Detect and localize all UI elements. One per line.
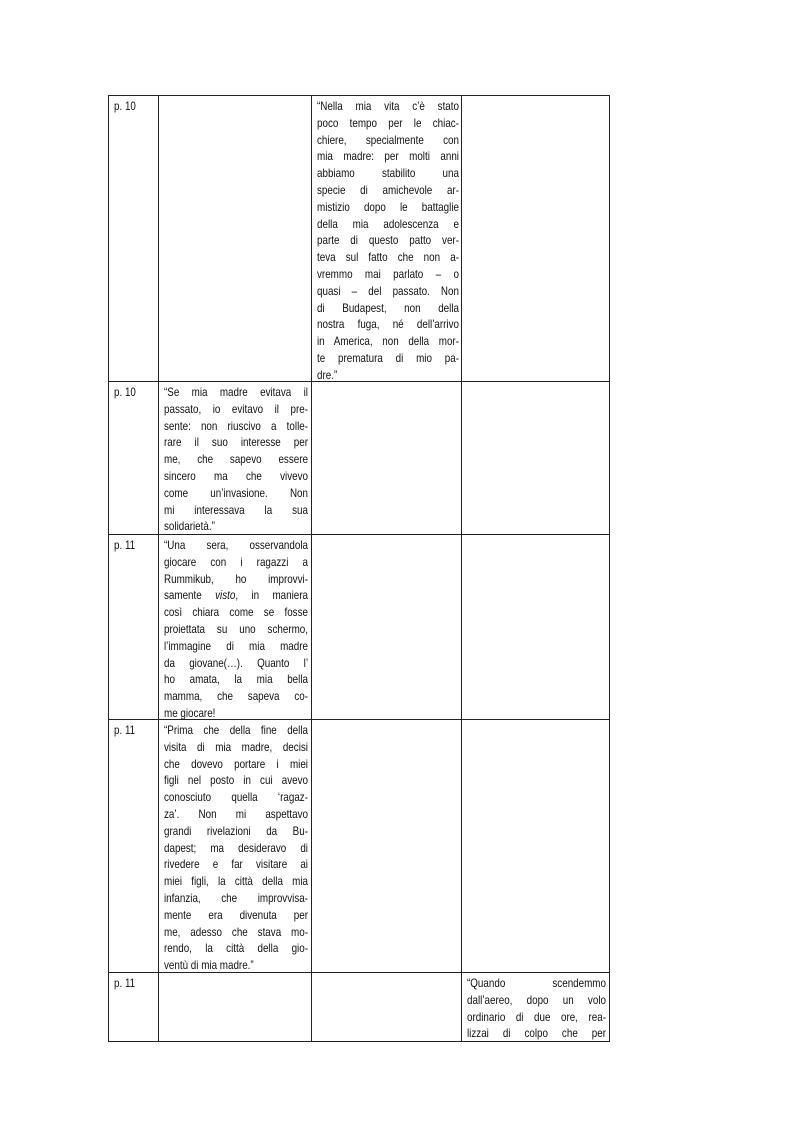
quote-text bbox=[164, 722, 308, 973]
quote-line: dapest; ma desideravo di bbox=[163, 840, 308, 855]
quote-text bbox=[164, 537, 308, 720]
quote-line: rare il suo interesse per bbox=[163, 435, 308, 450]
quote-line: giocare con i ragazzi a bbox=[163, 554, 308, 569]
quote-line: “Quando scendemmo bbox=[467, 976, 607, 990]
empty-cell bbox=[159, 973, 312, 1042]
quote-line: in America, non della mor- bbox=[316, 334, 459, 349]
page-number: p. 10 bbox=[114, 99, 136, 113]
quote-line: “Se mia madre evitava il bbox=[163, 385, 308, 399]
quote-line: l’immagine di mia madre bbox=[163, 638, 308, 653]
quote-text bbox=[317, 98, 459, 382]
quote-line: lizzai di colpo che per bbox=[467, 1026, 607, 1041]
quote-line: za’. Non mi aspettavo bbox=[163, 806, 308, 821]
quote-line: mente era divenuta per bbox=[163, 907, 308, 922]
empty-cell bbox=[312, 973, 463, 1042]
quote-line: ventù di mia madre.” bbox=[163, 958, 254, 973]
quote-line: dre.” bbox=[316, 367, 337, 382]
quote-line: sincero ma che vivevo bbox=[163, 468, 308, 483]
quote-line: mi interessava la sua bbox=[163, 502, 308, 517]
quote-line: rivedere e far visitare ai bbox=[163, 857, 308, 872]
empty-cell bbox=[159, 96, 312, 382]
page-number: p. 11 bbox=[114, 538, 136, 552]
quote-line: mamma, che sapeva co- bbox=[163, 689, 308, 704]
quote-line: da giovane(…). Quanto l’ bbox=[163, 655, 308, 670]
empty-cell bbox=[462, 720, 610, 973]
table-row bbox=[109, 720, 610, 973]
quote-line: che dovevo portare i miei bbox=[163, 756, 308, 771]
quote-line: ordinario di due ore, rea- bbox=[467, 1009, 607, 1024]
italic-word: visto bbox=[215, 588, 236, 603]
quote-line: vremmo mai parlato – o bbox=[316, 266, 459, 281]
quote-line: infanzia, che improvvisa- bbox=[163, 890, 308, 905]
quote-cell bbox=[312, 96, 463, 382]
quote-cell bbox=[159, 382, 312, 535]
quote-line: come un’invasione. Non bbox=[163, 485, 308, 500]
table-row bbox=[109, 96, 610, 382]
quote-line: della mia adolescenza e bbox=[316, 216, 459, 231]
empty-cell bbox=[462, 96, 610, 382]
quote-line: figli nel posto in cui avevo bbox=[163, 773, 308, 788]
table-row bbox=[109, 382, 610, 535]
page-number: p. 11 bbox=[114, 976, 136, 990]
quote-cell bbox=[159, 720, 312, 973]
quote-line: miei figli, la città della mia bbox=[163, 874, 308, 889]
page-number: p. 11 bbox=[114, 723, 136, 737]
quote-line: “Prima che della fine della bbox=[163, 723, 308, 737]
page-cell bbox=[109, 96, 159, 382]
quote-line: samente visto, in maniera bbox=[163, 588, 308, 603]
page-cell bbox=[109, 973, 159, 1042]
quote-line: così chiara come se fosse bbox=[163, 605, 308, 620]
empty-cell bbox=[462, 535, 610, 720]
quote-line: teva sul fatto che non a- bbox=[316, 250, 459, 265]
quote-line: parte di questo patto ver- bbox=[316, 233, 459, 248]
quote-line: “Una sera, osservandola bbox=[163, 538, 308, 552]
table-row bbox=[109, 973, 610, 1042]
quote-line: me giocare! bbox=[163, 705, 216, 720]
empty-cell bbox=[312, 382, 463, 535]
quote-line: specie di amichevole ar- bbox=[316, 182, 459, 197]
quote-text bbox=[467, 975, 606, 1042]
quote-line: conosciuto quella ‘ragaz- bbox=[163, 790, 308, 805]
quote-cell bbox=[159, 535, 312, 720]
quote-line: visita di mia madre, decisi bbox=[163, 739, 308, 754]
quote-line: sente: non riuscivo a tolle- bbox=[163, 418, 308, 433]
quote-line: rendo, la città della gio- bbox=[163, 941, 308, 956]
quote-line: me, che sapevo essere bbox=[163, 452, 308, 467]
quote-line: solidarietà.” bbox=[163, 519, 215, 534]
quote-line: chiere, specialmente con bbox=[316, 132, 459, 147]
quote-line: quasi – del passato. Non bbox=[316, 283, 459, 298]
page-cell bbox=[109, 382, 159, 535]
quote-line: abbiamo stabilito una bbox=[316, 166, 459, 181]
quote-line: proiettata su uno schermo, bbox=[163, 621, 308, 636]
empty-cell bbox=[462, 382, 610, 535]
quote-line: mia madre: per molti anni bbox=[316, 149, 459, 164]
quote-line: te prematura di mio pa- bbox=[316, 350, 459, 365]
empty-cell bbox=[312, 535, 463, 720]
quote-line: ho amata, la mia bella bbox=[163, 672, 308, 687]
quote-line: poco tempo per le chiac- bbox=[316, 115, 459, 130]
quote-cell bbox=[462, 973, 610, 1042]
quote-line: grandi rivelazioni da Bu- bbox=[163, 823, 308, 838]
quotes-table bbox=[108, 95, 610, 1042]
quote-line: nostra fuga, né dell’arrivo bbox=[316, 317, 459, 332]
quote-text bbox=[164, 384, 308, 535]
quote-line: passato, io evitavo il pre- bbox=[163, 401, 308, 416]
quote-line: me, adesso che stava mo- bbox=[163, 924, 308, 939]
page-cell bbox=[109, 720, 159, 973]
quote-line: “Nella mia vita c’è stato bbox=[316, 99, 459, 113]
page-number: p. 10 bbox=[114, 385, 136, 399]
quote-line: di Budapest, non della bbox=[316, 300, 459, 315]
quote-line: dall’aereo, dopo un volo bbox=[467, 992, 607, 1007]
quote-line: Rummikub, ho improvvi- bbox=[163, 571, 308, 586]
empty-cell bbox=[312, 720, 463, 973]
page-cell bbox=[109, 535, 159, 720]
table-row bbox=[109, 535, 610, 720]
quote-line: mistizio dopo le battaglie bbox=[316, 199, 459, 214]
